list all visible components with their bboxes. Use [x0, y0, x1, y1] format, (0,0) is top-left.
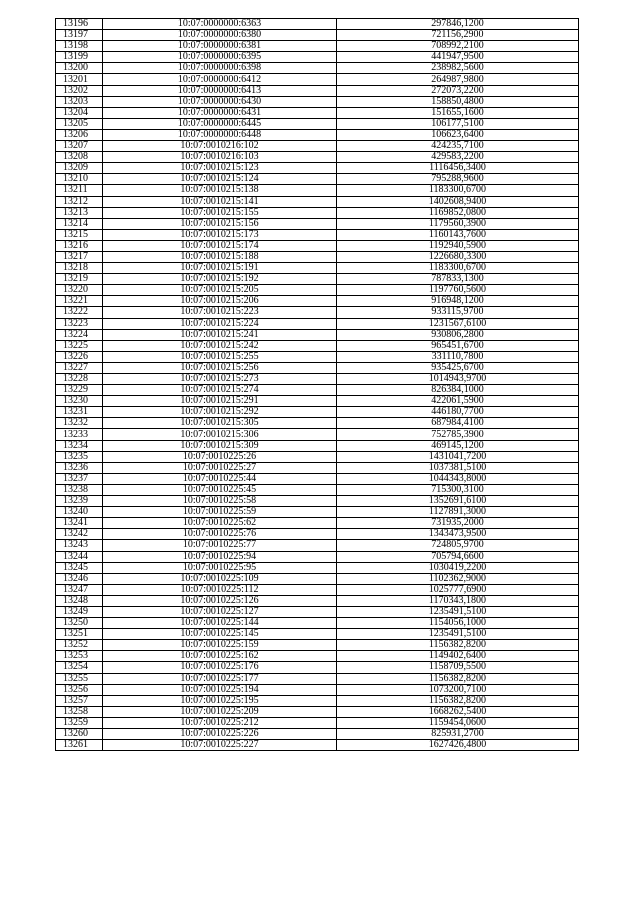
- value-cell: 1352691,6100: [337, 496, 579, 507]
- cadastral-number-cell: 10:07:0000000:6398: [103, 63, 337, 74]
- row-number-cell: 13245: [56, 562, 103, 573]
- cadastral-number-cell: 10:07:0000000:6395: [103, 52, 337, 63]
- table-row: [56, 374, 579, 385]
- cadastral-number-cell: 10:07:0010225:27: [103, 462, 337, 473]
- cadastral-number-cell: 10:07:0000000:6431: [103, 107, 337, 118]
- table-row: [56, 529, 579, 540]
- table-row: [56, 263, 579, 274]
- cadastral-number-cell: 10:07:0000000:6413: [103, 85, 337, 96]
- value-cell: 1226680,3300: [337, 251, 579, 262]
- cadastral-number-cell: 10:07:0000000:6430: [103, 96, 337, 107]
- cadastral-number-cell: 10:07:0010215:309: [103, 440, 337, 451]
- cadastral-number-cell: 10:07:0010225:162: [103, 651, 337, 662]
- table-row: [56, 684, 579, 695]
- table-row: [56, 695, 579, 706]
- cadastral-number-cell: 10:07:0010225:212: [103, 717, 337, 728]
- value-cell: 1192940,5900: [337, 240, 579, 251]
- row-number-cell: 13224: [56, 329, 103, 340]
- cadastral-number-cell: 10:07:0000000:6445: [103, 118, 337, 129]
- row-number-cell: 13204: [56, 107, 103, 118]
- cadastral-number-cell: 10:07:0010216:102: [103, 141, 337, 152]
- table-row: [56, 351, 579, 362]
- row-number-cell: 13212: [56, 196, 103, 207]
- value-cell: 106623,6400: [337, 129, 579, 140]
- table-row: [56, 218, 579, 229]
- cadastral-number-cell: 10:07:0010225:44: [103, 473, 337, 484]
- cadastral-number-cell: 10:07:0010215:123: [103, 163, 337, 174]
- row-number-cell: 13234: [56, 440, 103, 451]
- value-cell: 1127891,3000: [337, 507, 579, 518]
- value-cell: 422061,5900: [337, 396, 579, 407]
- table-row: [56, 96, 579, 107]
- table-row: [56, 673, 579, 684]
- table-row: [56, 662, 579, 673]
- value-cell: 441947,9500: [337, 52, 579, 63]
- row-number-cell: 13199: [56, 52, 103, 63]
- table-row: [56, 307, 579, 318]
- table-row: [56, 385, 579, 396]
- value-cell: 1235491,5100: [337, 629, 579, 640]
- cadastral-number-cell: 10:07:0010215:255: [103, 351, 337, 362]
- row-number-cell: 13216: [56, 240, 103, 251]
- value-cell: 1156382,8200: [337, 640, 579, 651]
- table-row: [56, 518, 579, 529]
- row-number-cell: 13227: [56, 362, 103, 373]
- value-cell: 1231567,6100: [337, 318, 579, 329]
- row-number-cell: 13260: [56, 729, 103, 740]
- row-number-cell: 13206: [56, 129, 103, 140]
- value-cell: 1154056,1000: [337, 618, 579, 629]
- row-number-cell: 13258: [56, 706, 103, 717]
- row-number-cell: 13213: [56, 207, 103, 218]
- cadastral-number-cell: 10:07:0010215:124: [103, 174, 337, 185]
- table-row: [56, 717, 579, 728]
- cadastral-number-cell: 10:07:0010215:291: [103, 396, 337, 407]
- row-number-cell: 13231: [56, 407, 103, 418]
- row-number-cell: 13229: [56, 385, 103, 396]
- value-cell: 1183300,6700: [337, 185, 579, 196]
- value-cell: 1156382,8200: [337, 695, 579, 706]
- table-row: [56, 418, 579, 429]
- cadastral-number-cell: 10:07:0010215:206: [103, 296, 337, 307]
- table-row: [56, 396, 579, 407]
- table-row: [56, 185, 579, 196]
- value-cell: 238982,5600: [337, 63, 579, 74]
- cadastral-number-cell: 10:07:0010225:226: [103, 729, 337, 740]
- value-cell: 1156382,8200: [337, 673, 579, 684]
- cadastral-number-cell: 10:07:0010225:195: [103, 695, 337, 706]
- cadastral-number-cell: 10:07:0010225:159: [103, 640, 337, 651]
- table-row: [56, 451, 579, 462]
- value-cell: 1668262,5400: [337, 706, 579, 717]
- cadastral-number-cell: 10:07:0010215:256: [103, 362, 337, 373]
- row-number-cell: 13225: [56, 340, 103, 351]
- table-row: [56, 207, 579, 218]
- cadastral-number-cell: 10:07:0010225:177: [103, 673, 337, 684]
- row-number-cell: 13214: [56, 218, 103, 229]
- value-cell: 1044343,8000: [337, 473, 579, 484]
- value-cell: 1183300,6700: [337, 263, 579, 274]
- table-row: [56, 141, 579, 152]
- row-number-cell: 13196: [56, 19, 103, 30]
- table-row: [56, 618, 579, 629]
- row-number-cell: 13205: [56, 118, 103, 129]
- table-row: [56, 240, 579, 251]
- table-row: [56, 651, 579, 662]
- cadastral-number-cell: 10:07:0010225:176: [103, 662, 337, 673]
- value-cell: 264987,9800: [337, 74, 579, 85]
- value-cell: 930806,2800: [337, 329, 579, 340]
- row-number-cell: 13253: [56, 651, 103, 662]
- value-cell: 1037381,5100: [337, 462, 579, 473]
- table-row: [56, 30, 579, 41]
- cadastral-number-cell: 10:07:0010215:141: [103, 196, 337, 207]
- table-row: [56, 484, 579, 495]
- value-cell: 1160143,7600: [337, 229, 579, 240]
- row-number-cell: 13200: [56, 63, 103, 74]
- value-cell: 1235491,5100: [337, 606, 579, 617]
- row-number-cell: 13210: [56, 174, 103, 185]
- cadastral-number-cell: 10:07:0000000:6381: [103, 41, 337, 52]
- cadastral-number-cell: 10:07:0010215:191: [103, 263, 337, 274]
- cadastral-number-cell: 10:07:0010215:224: [103, 318, 337, 329]
- table-row: [56, 462, 579, 473]
- value-cell: 1627426,4800: [337, 740, 579, 751]
- table-row: [56, 174, 579, 185]
- cadastral-number-cell: 10:07:0010225:209: [103, 706, 337, 717]
- row-number-cell: 13261: [56, 740, 103, 751]
- row-number-cell: 13247: [56, 584, 103, 595]
- table-row: [56, 196, 579, 207]
- table-row: [56, 440, 579, 451]
- row-number-cell: 13255: [56, 673, 103, 684]
- table-row: [56, 329, 579, 340]
- row-number-cell: 13250: [56, 618, 103, 629]
- row-number-cell: 13239: [56, 496, 103, 507]
- row-number-cell: 13232: [56, 418, 103, 429]
- cadastral-number-cell: 10:07:0010225:58: [103, 496, 337, 507]
- table-row: [56, 496, 579, 507]
- cadastral-number-cell: 10:07:0010225:59: [103, 507, 337, 518]
- row-number-cell: 13203: [56, 96, 103, 107]
- table-row: [56, 606, 579, 617]
- row-number-cell: 13254: [56, 662, 103, 673]
- row-number-cell: 13257: [56, 695, 103, 706]
- value-cell: 158850,4800: [337, 96, 579, 107]
- value-cell: 1402608,9400: [337, 196, 579, 207]
- row-number-cell: 13221: [56, 296, 103, 307]
- value-cell: 1116456,3400: [337, 163, 579, 174]
- row-number-cell: 13237: [56, 473, 103, 484]
- cadastral-number-cell: 10:07:0010215:292: [103, 407, 337, 418]
- value-cell: 687984,4100: [337, 418, 579, 429]
- cadastral-number-cell: 10:07:0010225:26: [103, 451, 337, 462]
- row-number-cell: 13242: [56, 529, 103, 540]
- table-row: [56, 706, 579, 717]
- value-cell: 826384,1000: [337, 385, 579, 396]
- row-number-cell: 13198: [56, 41, 103, 52]
- row-number-cell: 13208: [56, 152, 103, 163]
- row-number-cell: 13259: [56, 717, 103, 728]
- row-number-cell: 13249: [56, 606, 103, 617]
- table-row: [56, 318, 579, 329]
- value-cell: 469145,1200: [337, 440, 579, 451]
- row-number-cell: 13246: [56, 573, 103, 584]
- row-number-cell: 13228: [56, 374, 103, 385]
- value-cell: 1169852,0800: [337, 207, 579, 218]
- value-cell: 1149402,6400: [337, 651, 579, 662]
- value-cell: 1158709,5500: [337, 662, 579, 673]
- cadastral-number-cell: 10:07:0010225:94: [103, 551, 337, 562]
- value-cell: 916948,1200: [337, 296, 579, 307]
- table-row: [56, 629, 579, 640]
- value-cell: 965451,6700: [337, 340, 579, 351]
- row-number-cell: 13256: [56, 684, 103, 695]
- value-cell: 1431041,7200: [337, 451, 579, 462]
- value-cell: 715300,3100: [337, 484, 579, 495]
- value-cell: 297846,1200: [337, 19, 579, 30]
- table-row: [56, 740, 579, 751]
- row-number-cell: 13248: [56, 595, 103, 606]
- table-row: [56, 152, 579, 163]
- table-row: [56, 340, 579, 351]
- table-row: [56, 107, 579, 118]
- table-row: [56, 274, 579, 285]
- value-cell: 446180,7700: [337, 407, 579, 418]
- value-cell: 331110,7800: [337, 351, 579, 362]
- row-number-cell: 13233: [56, 429, 103, 440]
- value-cell: 1197760,5600: [337, 285, 579, 296]
- cadastral-number-cell: 10:07:0010225:112: [103, 584, 337, 595]
- table-row: [56, 74, 579, 85]
- cadastral-number-cell: 10:07:0010225:227: [103, 740, 337, 751]
- value-cell: 1073200,7100: [337, 684, 579, 695]
- cadastral-number-cell: 10:07:0010225:127: [103, 606, 337, 617]
- row-number-cell: 13220: [56, 285, 103, 296]
- table-row: [56, 595, 579, 606]
- value-cell: 424235,7100: [337, 141, 579, 152]
- table-row: [56, 41, 579, 52]
- cadastral-number-cell: 10:07:0000000:6380: [103, 30, 337, 41]
- cadastral-number-cell: 10:07:0010225:95: [103, 562, 337, 573]
- value-cell: 708992,2100: [337, 41, 579, 52]
- cadastral-number-cell: 10:07:0000000:6448: [103, 129, 337, 140]
- value-cell: 1179560,3900: [337, 218, 579, 229]
- table-row: [56, 19, 579, 30]
- cadastral-number-cell: 10:07:0010225:145: [103, 629, 337, 640]
- cadastral-number-cell: 10:07:0010215:241: [103, 329, 337, 340]
- cadastral-number-cell: 10:07:0000000:6412: [103, 74, 337, 85]
- row-number-cell: 13222: [56, 307, 103, 318]
- cadastral-number-cell: 10:07:0010225:45: [103, 484, 337, 495]
- value-cell: 151655,1600: [337, 107, 579, 118]
- table-row: [56, 296, 579, 307]
- table-row: [56, 251, 579, 262]
- table-row: [56, 163, 579, 174]
- table-row: [56, 640, 579, 651]
- value-cell: 429583,2200: [337, 152, 579, 163]
- table-row: [56, 562, 579, 573]
- cadastral-number-cell: 10:07:0010215:223: [103, 307, 337, 318]
- row-number-cell: 13202: [56, 85, 103, 96]
- row-number-cell: 13211: [56, 185, 103, 196]
- value-cell: 1030419,2200: [337, 562, 579, 573]
- table-row: [56, 129, 579, 140]
- cadastral-number-cell: 10:07:0010225:194: [103, 684, 337, 695]
- cadastral-number-cell: 10:07:0010215:273: [103, 374, 337, 385]
- row-number-cell: 13244: [56, 551, 103, 562]
- cadastral-number-cell: 10:07:0010215:173: [103, 229, 337, 240]
- row-number-cell: 13251: [56, 629, 103, 640]
- cadastral-number-cell: 10:07:0010215:306: [103, 429, 337, 440]
- cadastral-number-cell: 10:07:0010215:192: [103, 274, 337, 285]
- value-cell: 825931,2700: [337, 729, 579, 740]
- table-row: [56, 63, 579, 74]
- cadastral-number-cell: 10:07:0010215:305: [103, 418, 337, 429]
- value-cell: 724805,9700: [337, 540, 579, 551]
- value-cell: 1343473,9500: [337, 529, 579, 540]
- table-row: [56, 285, 579, 296]
- value-cell: 1025777,6900: [337, 584, 579, 595]
- row-number-cell: 13223: [56, 318, 103, 329]
- table-row: [56, 118, 579, 129]
- table-row: [56, 551, 579, 562]
- row-number-cell: 13230: [56, 396, 103, 407]
- cadastral-number-cell: 10:07:0010215:174: [103, 240, 337, 251]
- table-row: [56, 85, 579, 96]
- value-cell: 935425,6700: [337, 362, 579, 373]
- table-row: [56, 52, 579, 63]
- row-number-cell: 13201: [56, 74, 103, 85]
- row-number-cell: 13209: [56, 163, 103, 174]
- cadastral-number-cell: 10:07:0010215:156: [103, 218, 337, 229]
- table-row: [56, 573, 579, 584]
- table-row: [56, 407, 579, 418]
- cadastral-number-cell: 10:07:0000000:6363: [103, 19, 337, 30]
- cadastral-value-table: [55, 18, 579, 751]
- cadastral-number-cell: 10:07:0010215:205: [103, 285, 337, 296]
- table-row: [56, 229, 579, 240]
- row-number-cell: 13236: [56, 462, 103, 473]
- row-number-cell: 13219: [56, 274, 103, 285]
- table-row: [56, 473, 579, 484]
- row-number-cell: 13218: [56, 263, 103, 274]
- cadastral-number-cell: 10:07:0010215:138: [103, 185, 337, 196]
- value-cell: 721156,2900: [337, 30, 579, 41]
- row-number-cell: 13238: [56, 484, 103, 495]
- cadastral-number-cell: 10:07:0010225:126: [103, 595, 337, 606]
- value-cell: 1102362,9000: [337, 573, 579, 584]
- cadastral-number-cell: 10:07:0010225:62: [103, 518, 337, 529]
- cadastral-number-cell: 10:07:0010215:155: [103, 207, 337, 218]
- value-cell: 705794,6600: [337, 551, 579, 562]
- row-number-cell: 13217: [56, 251, 103, 262]
- table-row: [56, 507, 579, 518]
- table-row: [56, 584, 579, 595]
- row-number-cell: 13226: [56, 351, 103, 362]
- cadastral-number-cell: 10:07:0010225:144: [103, 618, 337, 629]
- row-number-cell: 13207: [56, 141, 103, 152]
- value-cell: 787833,1300: [337, 274, 579, 285]
- table-row: [56, 362, 579, 373]
- value-cell: 106177,5100: [337, 118, 579, 129]
- cadastral-number-cell: 10:07:0010215:188: [103, 251, 337, 262]
- value-cell: 1159454,0600: [337, 717, 579, 728]
- table-row: [56, 429, 579, 440]
- value-cell: 272073,2200: [337, 85, 579, 96]
- value-cell: 752785,3900: [337, 429, 579, 440]
- cadastral-number-cell: 10:07:0010215:242: [103, 340, 337, 351]
- value-cell: 795288,9600: [337, 174, 579, 185]
- row-number-cell: 13197: [56, 30, 103, 41]
- row-number-cell: 13243: [56, 540, 103, 551]
- cadastral-number-cell: 10:07:0010225:77: [103, 540, 337, 551]
- table-body: [56, 19, 579, 751]
- table-row: [56, 729, 579, 740]
- row-number-cell: 13240: [56, 507, 103, 518]
- table-row: [56, 540, 579, 551]
- cadastral-number-cell: 10:07:0010225:109: [103, 573, 337, 584]
- cadastral-number-cell: 10:07:0010216:103: [103, 152, 337, 163]
- cadastral-number-cell: 10:07:0010225:76: [103, 529, 337, 540]
- row-number-cell: 13235: [56, 451, 103, 462]
- value-cell: 1170343,1800: [337, 595, 579, 606]
- value-cell: 731935,2000: [337, 518, 579, 529]
- row-number-cell: 13252: [56, 640, 103, 651]
- row-number-cell: 13241: [56, 518, 103, 529]
- cadastral-number-cell: 10:07:0010215:274: [103, 385, 337, 396]
- value-cell: 1014943,9700: [337, 374, 579, 385]
- row-number-cell: 13215: [56, 229, 103, 240]
- value-cell: 933115,9700: [337, 307, 579, 318]
